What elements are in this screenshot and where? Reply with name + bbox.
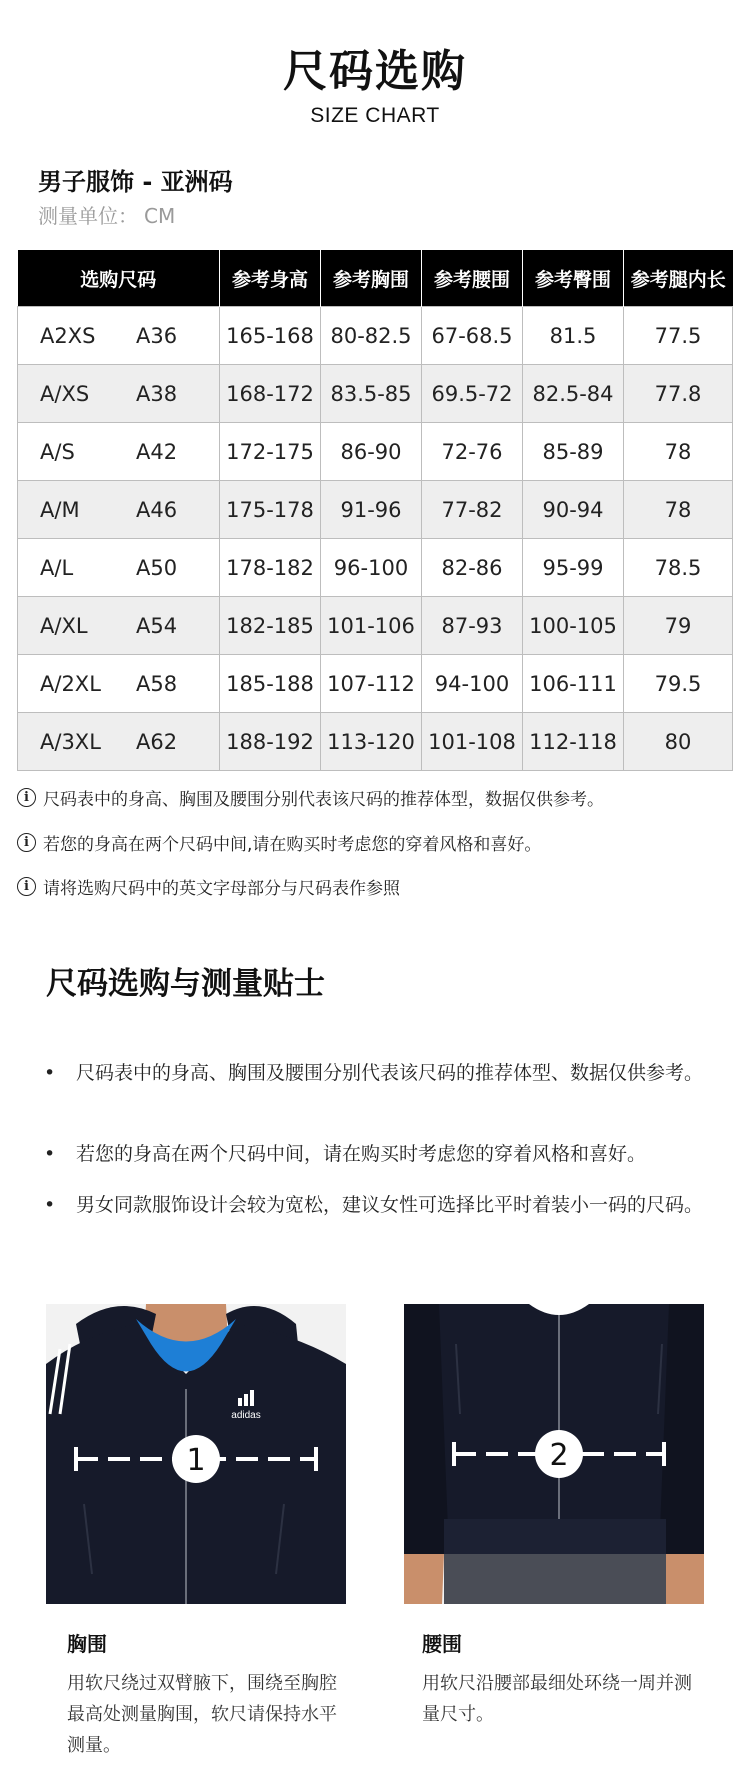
size-letter: A/XS [40,381,90,406]
info-icon: i [17,788,36,807]
size-letter: A/M [40,497,80,522]
waist-cell: 72-76 [422,423,523,481]
hip-cell: 90-94 [523,481,624,539]
header-height: 参考身高 [220,250,321,307]
size-cell [18,539,220,597]
size-number: A46 [136,497,178,522]
chest-cell: 91-96 [321,481,422,539]
hip-cell: 85-89 [523,423,624,481]
table-row [18,423,733,481]
header-size: 选购尺码 [18,250,220,307]
chest-measure-photo [46,1304,346,1604]
size-letter: A/2XL [40,671,101,696]
chest-cell: 86-90 [321,423,422,481]
size-cell [18,481,220,539]
inseam-cell: 79 [624,597,733,655]
page-subtitle: SIZE CHART [310,104,440,127]
hip-cell: 100-105 [523,597,624,655]
chest-cell: 107-112 [321,655,422,713]
size-number: A58 [136,671,178,696]
size-cell [18,713,220,771]
note-item [17,874,400,899]
tip-text: 男女同款服饰设计会较为宽松，建议女性可选择比平时着装小一码的尺码。 [76,1194,704,1216]
chest-cell: 101-106 [321,597,422,655]
waist-cell: 94-100 [422,655,523,713]
unit-row [38,200,175,229]
tip-text: 尺码表中的身高、胸围及腰围分别代表该尺码的推荐体型、数据仅供参考。 [76,1062,704,1084]
bullet-dot: • [44,1194,56,1216]
table-row [18,481,733,539]
inseam-cell: 78.5 [624,539,733,597]
inseam-cell: 78 [624,481,733,539]
height-cell: 182-185 [220,597,321,655]
note-text: 请将选购尺码中的英文字母部分与尺码表作参照 [43,879,400,899]
note-item [17,830,541,855]
size-number: A62 [136,729,178,754]
hip-cell: 112-118 [523,713,624,771]
size-letter: A2XS [40,323,96,348]
size-letter: A/XL [40,613,88,638]
height-cell: 175-178 [220,481,321,539]
table-header-row [18,250,733,307]
inseam-cell: 78 [624,423,733,481]
unit-label: 测量单位： [38,204,138,228]
info-icon: i [17,877,36,896]
inseam-cell: 77.8 [624,365,733,423]
header-hip: 参考臀围 [523,250,624,307]
table-row [18,655,733,713]
measure-number: 1 [186,1443,206,1478]
chest-description: 用软尺绕过双臂腋下，围绕至胸腔最高处测量胸围，软尺请保持水平测量。 [67,1673,337,1756]
waist-title: 腰围 [422,1632,462,1656]
chest-cell: 83.5-85 [321,365,422,423]
size-number: A38 [136,381,178,406]
hip-cell: 82.5-84 [523,365,624,423]
logo-text: adidas [231,1410,261,1421]
size-cell [18,597,220,655]
waist-cell: 67-68.5 [422,307,523,365]
unit-value: CM [144,204,176,228]
tip-item [44,1139,704,1170]
size-number: A42 [136,439,178,464]
size-cell [18,365,220,423]
size-number: A50 [136,555,178,580]
size-cell [18,307,220,365]
info-icon: i [17,833,36,852]
waist-cell: 69.5-72 [422,365,523,423]
height-cell: 178-182 [220,539,321,597]
tip-item [44,1190,704,1221]
tip-text: 若您的身高在两个尺码中间，请在购买时考虑您的穿着风格和喜好。 [76,1143,647,1165]
section-title: 男子服饰 - 亚洲码 [38,168,233,196]
note-item [17,785,604,810]
waist-measure-photo [404,1304,704,1604]
size-number: A36 [136,323,178,348]
header-chest: 参考胸围 [321,250,422,307]
table-row [18,539,733,597]
chest-cell: 96-100 [321,539,422,597]
bullet-dot: • [44,1062,56,1084]
height-cell: 185-188 [220,655,321,713]
bullet-dot: • [44,1143,56,1165]
table-row [18,307,733,365]
size-cell [18,423,220,481]
header-waist: 参考腰围 [422,250,523,307]
size-cell [18,655,220,713]
waist-cell: 77-82 [422,481,523,539]
height-cell: 168-172 [220,365,321,423]
measure-number: 2 [549,1438,569,1473]
table-row [18,365,733,423]
height-cell: 165-168 [220,307,321,365]
page-title: 尺码选购 [283,46,467,97]
height-cell: 188-192 [220,713,321,771]
hip-cell: 95-99 [523,539,624,597]
table-row [18,713,733,771]
inseam-cell: 79.5 [624,655,733,713]
size-letter: A/3XL [40,729,101,754]
waist-description: 用软尺沿腰部最细处环绕一周并测量尺寸。 [422,1673,692,1725]
size-number: A54 [136,613,178,638]
size-letter: A/L [40,555,74,580]
header-inseam: 参考腿内长 [624,250,733,307]
tips-title: 尺码选购与测量贴士 [46,966,325,1002]
chest-cell: 113-120 [321,713,422,771]
chest-title: 胸围 [67,1632,107,1656]
inseam-cell: 80 [624,713,733,771]
height-cell: 172-175 [220,423,321,481]
waist-cell: 101-108 [422,713,523,771]
chest-cell: 80-82.5 [321,307,422,365]
hip-cell: 81.5 [523,307,624,365]
tip-item [44,1058,704,1089]
inseam-cell: 77.5 [624,307,733,365]
waist-cell: 87-93 [422,597,523,655]
hip-cell: 106-111 [523,655,624,713]
note-text: 尺码表中的身高、胸围及腰围分别代表该尺码的推荐体型，数据仅供参考。 [43,790,604,810]
waist-cell: 82-86 [422,539,523,597]
table-row [18,597,733,655]
size-letter: A/S [40,439,75,464]
size-table [17,250,733,771]
note-text: 若您的身高在两个尺码中间,请在购买时考虑您的穿着风格和喜好。 [43,835,542,855]
